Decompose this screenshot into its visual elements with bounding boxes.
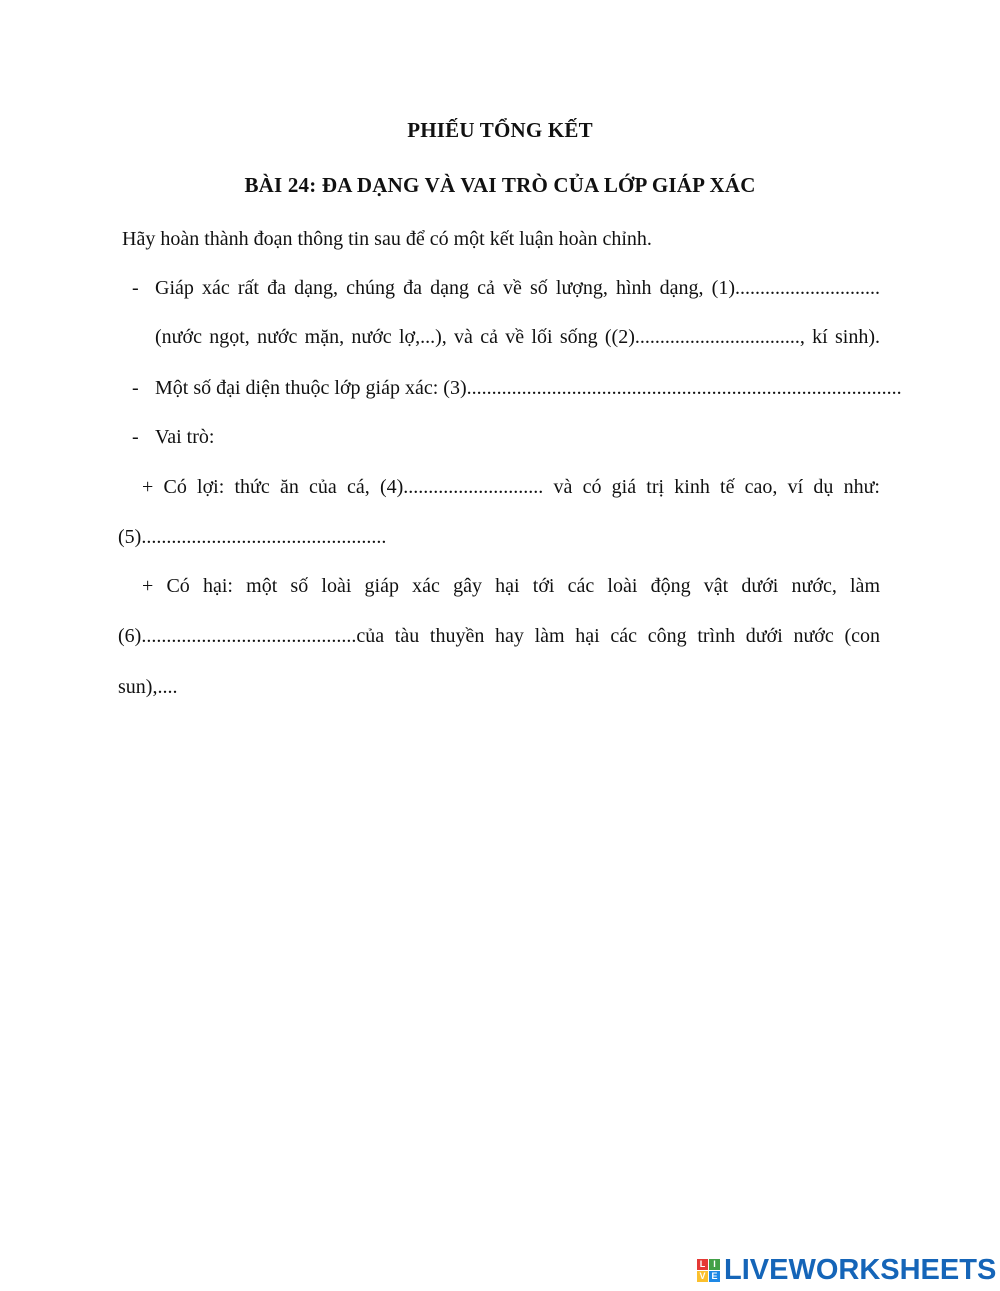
benefit-line2: (5)................................................. <box>118 526 387 548</box>
logo-mark-icon <box>697 1259 720 1282</box>
bullet-dash-2: - <box>132 377 139 399</box>
item1-line2: (nước ngọt, nước mặn, nước lợ,...), và cả về lối sống ((2)................................., kí sinh). <box>155 326 880 348</box>
bullet-dash-3: - <box>132 426 139 448</box>
page-subtitle: BÀI 24: ĐA DẠNG VÀ VAI TRÒ CỦA LỚP GIÁP XÁC <box>244 173 756 197</box>
item3-roles-heading: Vai trò: <box>155 426 215 448</box>
bullet-dash-1: - <box>132 277 139 299</box>
intro-instruction: Hãy hoàn thành đoạn thông tin sau để có một kết luận hoàn chỉnh. <box>122 228 652 250</box>
liveworksheets-logo <box>697 1254 996 1286</box>
logo-letter-l: L <box>697 1259 708 1270</box>
benefit-line1: + Có lợi: thức ăn của cá, (4)............................ và có giá trị kinh tế cao, ví dụ như: <box>142 476 880 498</box>
harm-line3: sun),.... <box>118 676 178 698</box>
logo-letter-e: E <box>709 1271 720 1282</box>
harm-line1: + Có hại: một số loài giáp xác gây hại tới các loài động vật dưới nước, làm <box>142 575 880 597</box>
page-title: PHIẾU TỔNG KẾT <box>407 118 593 142</box>
item1-line1: Giáp xác rất đa dạng, chúng đa dạng cả về số lượng, hình dạng, (1)............................. <box>155 277 880 299</box>
logo-letter-v: V <box>697 1271 708 1282</box>
logo-letter-i: I <box>709 1259 720 1270</box>
logo-wordmark: LIVEWORKSHEETS <box>724 1254 997 1286</box>
harm-line2: (6)...........................................của tàu thuyền hay làm hại các công trình dưới nước (con <box>118 625 880 647</box>
item2-line: Một số đại diện thuộc lớp giáp xác: (3)....................................................................................... <box>155 377 902 399</box>
